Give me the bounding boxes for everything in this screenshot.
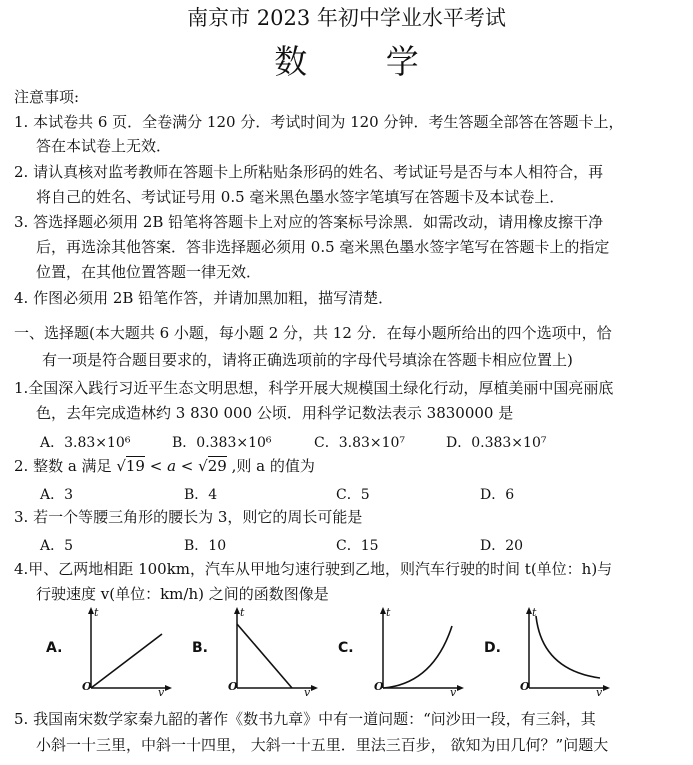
graph-b-plot [192,604,322,696]
q2-sqrt-1: 19 [125,457,145,475]
q2-prefix: 2. 整数 a 满足 [14,457,117,475]
note-2-line-2: 将自己的姓名、考试证号用 0.5 毫米黑色墨水签字笔填写在答题卡及本试卷上． [36,188,565,206]
q2-option-d: D．6 [480,487,515,503]
graph-b-label: B. [192,640,208,656]
graph-a-origin: O [82,680,92,693]
note-3-line-3: 位置，在其他位置答题一律无效． [36,263,262,281]
q2-option-c: C．5 [336,487,370,503]
section-1-line-2: 有一项是符合题目要求的，请将正确选项前的字母代号填涂在答题卡相应位置上) [42,351,573,369]
note-2-line-1: 2. 请认真核对监考教师在答题卡上所粘贴条形码的姓名、考试证号是否与本人相符合，再 [14,163,604,181]
q3-line-1: 3. 若一个等腰三角形的腰长为 3，则它的周长可能是 [14,508,363,526]
q4-graph-b [192,604,322,699]
graph-c-v-label: v [450,686,457,699]
sqrt-sign-icon: √ [116,457,126,475]
q2-ineq-mid: < a < [144,457,199,475]
q1-line-1: 1.全国深入践行习近平生态文明思想，科学开展大规模国土绿化行动，厚植美丽中国亮丽底 [14,379,614,397]
graph-c-t-label: t [386,606,391,619]
note-4-line-1: 4. 作图必须用 2B 铅笔作答，并请加黑加粗，描写清楚． [14,289,394,307]
graph-d-t-label: t [532,606,537,619]
graph-b-t-label: t [240,606,245,619]
q3-option-b: B．10 [184,538,227,554]
q4-graph-a [46,604,176,699]
graph-a-label: A. [46,640,63,656]
q5-line-2: 小斜一十三里，中斜一十四里， 大斜一十五里．里法三百步， 欲知为田几何？”问题大 [36,736,609,754]
q2-option-a: A．3 [40,487,74,503]
q1-option-c: C．3.83×10⁷ [314,435,406,451]
graph-d-origin: O [520,680,530,693]
graph-d-v-label: v [596,686,603,699]
graph-c-plot [338,604,468,696]
q1-option-b: B．0.383×10⁶ [172,435,272,451]
graph-c-origin: O [374,680,384,693]
graph-c-label: C. [338,640,354,656]
q4-graph-c [338,604,468,699]
graph-d-plot [484,604,614,696]
subject-title: 数 学 [274,42,453,81]
q4-graph-d [484,604,614,699]
note-3-line-1: 3. 答选择题必须用 2B 铅笔将答题卡上对应的答案标号涂黑．如需改动，请用橡皮擦干净 [14,213,604,231]
q1-line-2: 色，去年完成造林约 3 830 000 公顷．用科学记数法表示 3830000 是 [36,404,514,422]
note-1-line-2: 答在本试卷上无效． [36,137,172,155]
q3-option-d: D．20 [480,538,524,554]
note-1-line-1: 1. 本试卷共 6 页．全卷满分 120 分．考试时间为 120 分钟．考生答题全部答在答题卡上， [14,113,624,131]
q2-inequality [116,456,231,475]
q4-line-2: 行驶速度 v(单位：km/h) 之间的函数图像是 [36,585,329,603]
sqrt-sign-icon: √ [198,457,208,475]
graph-d-label: D. [484,640,501,656]
q4-line-1: 4.甲、乙两地相距 100km，汽车从甲地匀速行驶到乙地，则汽车行驶的时间 t(单位：h)与 [14,560,613,578]
graph-b-v-label: v [304,686,311,699]
section-1-line-1: 一、选择题(本大题共 6 小题，每小题 2 分，共 12 分．在每小题所给出的四个选项中，恰 [14,324,612,342]
graph-b-origin: O [228,680,238,693]
graph-a-t-label: t [94,606,99,619]
q5-line-1: 5. 我国南宋数学家秦九韶的著作《数书九章》中有一道问题：“问沙田一段，有三斜，其 [14,710,596,728]
q2-option-b: B．4 [184,487,218,503]
q3-option-c: C．15 [336,538,379,554]
q2-line-1 [14,457,315,475]
exam-title: 南京市 2023 年初中学业水平考试 [187,6,506,30]
q1-option-a: A．3.83×10⁶ [40,435,131,451]
q3-option-a: A．5 [40,538,74,554]
notes-heading: 注意事项: [14,88,80,106]
note-3-line-2: 后，再选涂其他答案．答非选择题必须用 0.5 毫米黑色墨水签字笔写在答题卡上的指定 [36,238,610,256]
q2-sqrt-2: 29 [207,457,227,475]
q1-option-d: D．0.383×10⁷ [446,435,547,451]
graph-a-plot [46,604,176,696]
q2-suffix: ,则 a 的值为 [231,457,315,475]
graph-a-v-label: v [158,686,165,699]
